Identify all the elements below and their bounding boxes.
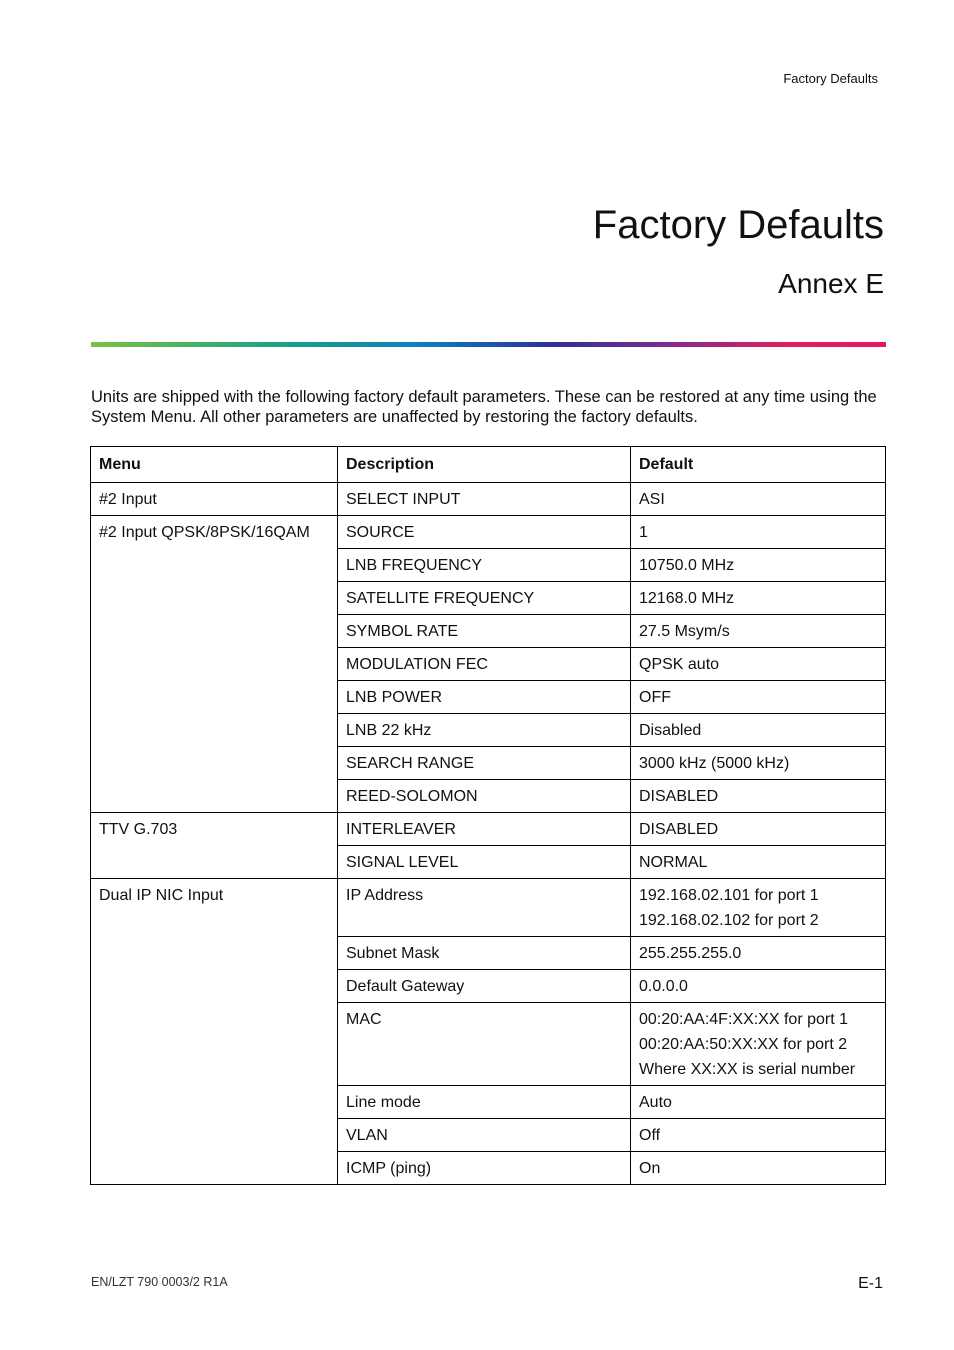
default-value-line: Where XX:XX is serial number: [639, 1061, 856, 1078]
default-value-line: 3000 kHz (5000 kHz): [639, 755, 790, 772]
gradient-divider: [91, 342, 886, 347]
default-cell: [631, 648, 886, 681]
table-row: [91, 879, 886, 937]
menu-cell: Dual IP NIC Input: [91, 879, 338, 1185]
description-cell: SEARCH RANGE: [338, 747, 631, 780]
default-cell: [631, 1152, 886, 1185]
running-header: Factory Defaults: [783, 71, 878, 86]
default-value-line: 255.255.255.0: [639, 945, 742, 962]
description-cell: SOURCE: [338, 516, 631, 549]
default-cell: [631, 747, 886, 780]
description-cell: VLAN: [338, 1119, 631, 1152]
page-number: E-1: [858, 1275, 883, 1292]
description-cell: MAC: [338, 1003, 631, 1086]
default-cell: [631, 516, 886, 549]
default-cell: [631, 1119, 886, 1152]
default-cell: [631, 582, 886, 615]
default-cell: [631, 681, 886, 714]
column-header-description: Description: [338, 447, 631, 483]
default-value-line: DISABLED: [639, 788, 719, 805]
description-cell: Line mode: [338, 1086, 631, 1119]
default-value-line: Disabled: [639, 722, 702, 739]
description-cell: MODULATION FEC: [338, 648, 631, 681]
page-title: Factory Defaults: [592, 203, 884, 247]
description-cell: LNB 22 kHz: [338, 714, 631, 747]
default-value-line: 192.168.02.101 for port 1: [639, 887, 819, 904]
default-cell: [631, 813, 886, 846]
default-cell: [631, 714, 886, 747]
column-header-menu: Menu: [91, 447, 338, 483]
description-cell: ICMP (ping): [338, 1152, 631, 1185]
default-value-line: 27.5 Msym/s: [639, 623, 730, 640]
annex-label: Annex E: [778, 268, 884, 299]
default-cell: [631, 615, 886, 648]
description-cell: Subnet Mask: [338, 937, 631, 970]
menu-cell: TTV G.703: [91, 813, 338, 879]
description-cell: SELECT INPUT: [338, 483, 631, 516]
menu-cell: #2 Input: [91, 483, 338, 516]
default-value-line: NORMAL: [639, 854, 708, 871]
intro-paragraph: Units are shipped with the following factory default parameters. These can be restored at any time using the System Menu. All other parameters are unaffected by restoring the factory defaults.: [91, 388, 877, 426]
default-cell: [631, 780, 886, 813]
default-cell: [631, 970, 886, 1003]
table-row: [91, 516, 886, 549]
default-cell: [631, 1086, 886, 1119]
default-cell: [631, 937, 886, 970]
table-row: [91, 483, 886, 516]
table-row: [91, 813, 886, 846]
default-value-line: 10750.0 MHz: [639, 557, 735, 574]
default-value-line: OFF: [639, 689, 671, 706]
description-cell: SIGNAL LEVEL: [338, 846, 631, 879]
default-value-line: 192.168.02.102 for port 2: [639, 912, 819, 929]
default-value-line: 00:20:AA:50:XX:XX for port 2: [639, 1036, 848, 1053]
description-cell: IP Address: [338, 879, 631, 937]
description-cell: LNB FREQUENCY: [338, 549, 631, 582]
table-body: [91, 483, 886, 1185]
description-cell: SATELLITE FREQUENCY: [338, 582, 631, 615]
description-cell: SYMBOL RATE: [338, 615, 631, 648]
default-cell: [631, 483, 886, 516]
default-value-line: Off: [639, 1127, 661, 1144]
default-value-line: DISABLED: [639, 821, 719, 838]
description-cell: REED-SOLOMON: [338, 780, 631, 813]
default-value-line: On: [639, 1160, 661, 1177]
description-cell: INTERLEAVER: [338, 813, 631, 846]
menu-cell: #2 Input QPSK/8PSK/16QAM: [91, 516, 338, 813]
factory-defaults-table: [90, 446, 886, 1185]
default-value-line: 12168.0 MHz: [639, 590, 735, 607]
default-value-line: 0.0.0.0: [639, 978, 688, 995]
default-value-line: Auto: [639, 1094, 672, 1111]
default-cell: [631, 549, 886, 582]
default-value-line: ASI: [639, 491, 665, 508]
default-cell: [631, 1003, 886, 1086]
description-cell: LNB POWER: [338, 681, 631, 714]
default-value-line: 1: [639, 524, 648, 541]
default-cell: [631, 846, 886, 879]
default-value-line: QPSK auto: [639, 656, 720, 673]
column-header-default: Default: [631, 447, 886, 483]
table-header-row: [91, 447, 886, 483]
document-id: EN/LZT 790 0003/2 R1A: [91, 1275, 228, 1289]
default-value-line: 00:20:AA:4F:XX:XX for port 1: [639, 1011, 848, 1028]
default-cell: [631, 879, 886, 937]
description-cell: Default Gateway: [338, 970, 631, 1003]
